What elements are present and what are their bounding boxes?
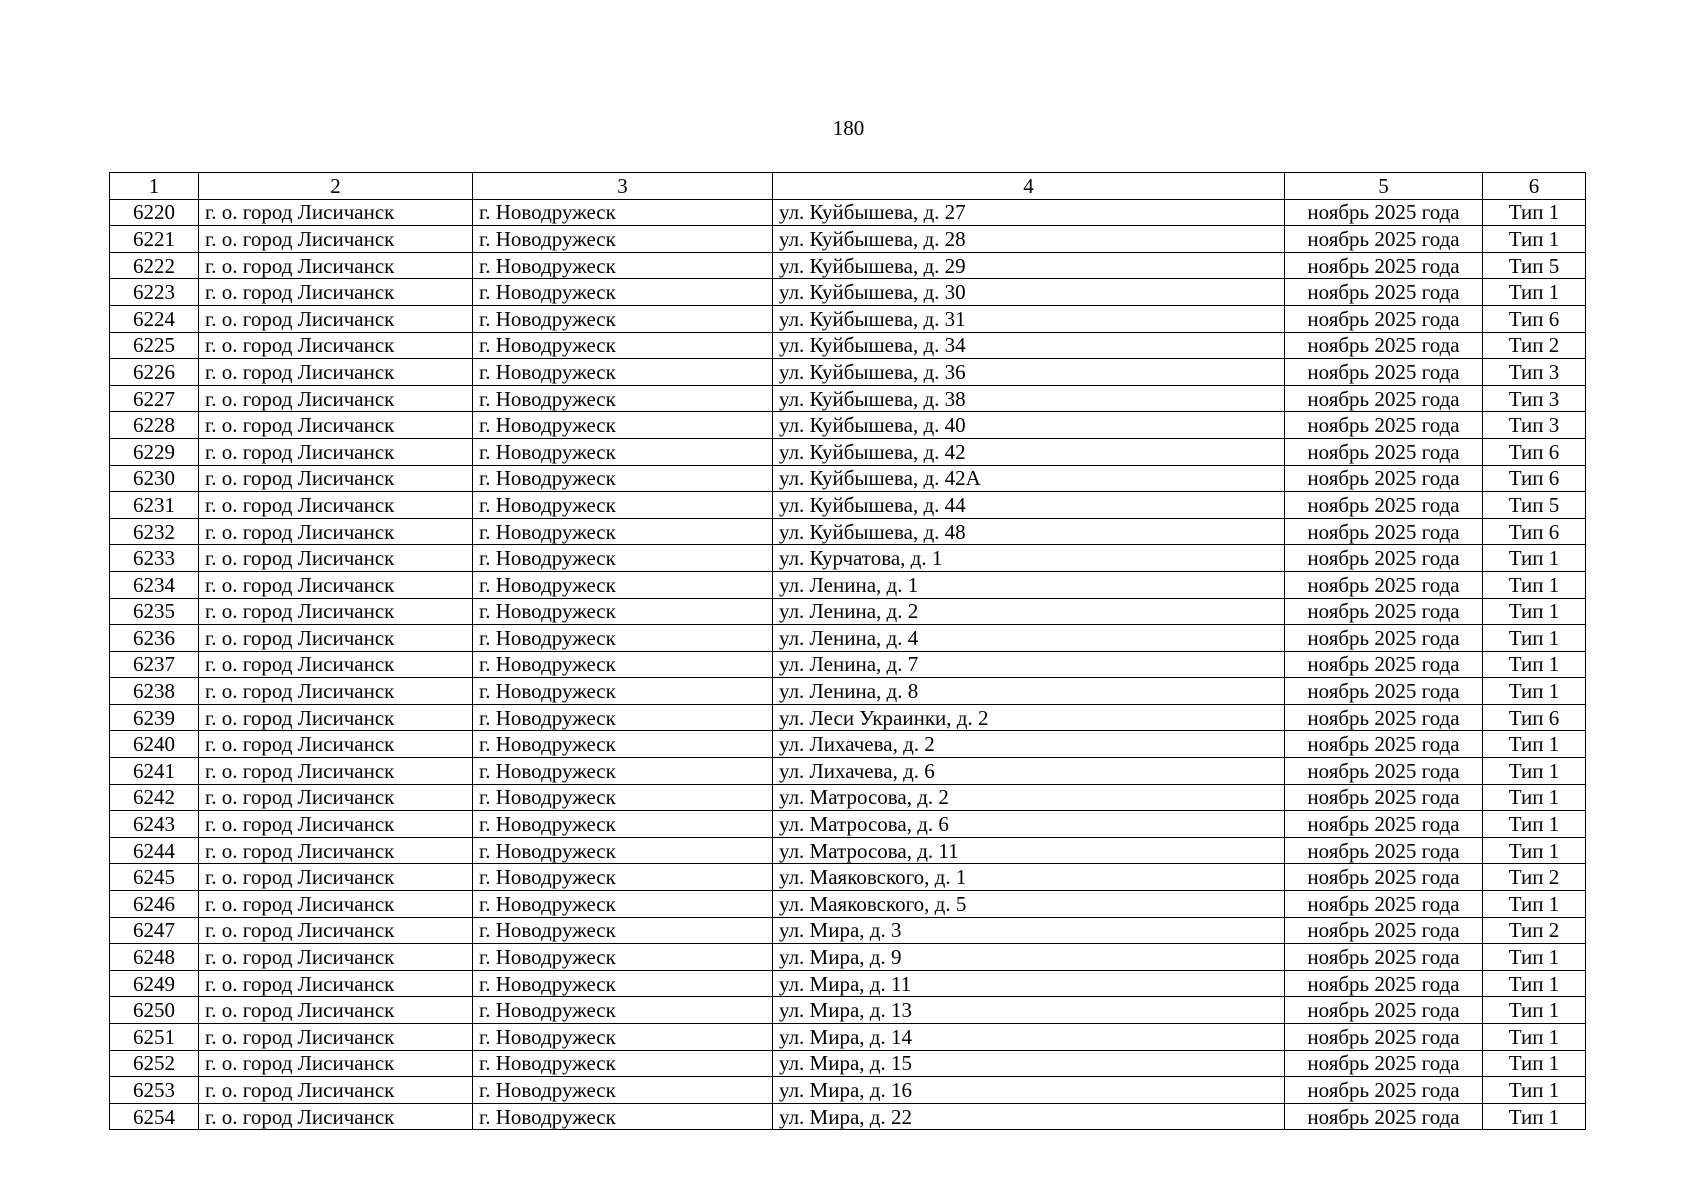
table-row — [110, 1103, 1586, 1130]
cell-city: г. Новодружеск — [473, 944, 773, 971]
cell-row-number: 6231 — [110, 492, 199, 519]
cell-deadline: ноябрь 2025 года — [1285, 545, 1483, 572]
table-row — [110, 678, 1586, 705]
cell-type: Тип 3 — [1483, 359, 1586, 386]
cell-address: ул. Ленина, д. 8 — [773, 678, 1285, 705]
cell-address: ул. Курчатова, д. 1 — [773, 545, 1285, 572]
cell-address: ул. Куйбышева, д. 27 — [773, 199, 1285, 226]
cell-address: ул. Леси Украинки, д. 2 — [773, 704, 1285, 731]
table-row — [110, 438, 1586, 465]
cell-type: Тип 1 — [1483, 625, 1586, 652]
cell-city: г. Новодружеск — [473, 571, 773, 598]
cell-type: Тип 1 — [1483, 891, 1586, 918]
cell-deadline: ноябрь 2025 года — [1285, 279, 1483, 306]
cell-city: г. Новодружеск — [473, 545, 773, 572]
cell-type: Тип 6 — [1483, 438, 1586, 465]
cell-deadline: ноябрь 2025 года — [1285, 359, 1483, 386]
cell-row-number: 6253 — [110, 1077, 199, 1104]
cell-district: г. о. город Лисичанск — [199, 412, 473, 439]
cell-type: Тип 6 — [1483, 518, 1586, 545]
cell-address: ул. Куйбышева, д. 31 — [773, 305, 1285, 332]
cell-district: г. о. город Лисичанск — [199, 997, 473, 1024]
cell-deadline: ноябрь 2025 года — [1285, 305, 1483, 332]
cell-city: г. Новодружеск — [473, 412, 773, 439]
cell-city: г. Новодружеск — [473, 598, 773, 625]
cell-city: г. Новодружеск — [473, 518, 773, 545]
cell-type: Тип 1 — [1483, 545, 1586, 572]
cell-type: Тип 6 — [1483, 305, 1586, 332]
table-row — [110, 970, 1586, 997]
table-row — [110, 332, 1586, 359]
cell-row-number: 6248 — [110, 944, 199, 971]
cell-district: г. о. город Лисичанск — [199, 226, 473, 253]
cell-row-number: 6246 — [110, 891, 199, 918]
table-row — [110, 704, 1586, 731]
cell-deadline: ноябрь 2025 года — [1285, 970, 1483, 997]
table-row — [110, 518, 1586, 545]
table-row — [110, 1077, 1586, 1104]
cell-address: ул. Ленина, д. 2 — [773, 598, 1285, 625]
cell-type: Тип 6 — [1483, 704, 1586, 731]
cell-type: Тип 1 — [1483, 226, 1586, 253]
cell-deadline: ноябрь 2025 года — [1285, 651, 1483, 678]
table-row — [110, 359, 1586, 386]
table-row — [110, 545, 1586, 572]
cell-row-number: 6226 — [110, 359, 199, 386]
cell-row-number: 6249 — [110, 970, 199, 997]
cell-type: Тип 1 — [1483, 279, 1586, 306]
table-row — [110, 811, 1586, 838]
cell-row-number: 6228 — [110, 412, 199, 439]
cell-row-number: 6221 — [110, 226, 199, 253]
cell-city: г. Новодружеск — [473, 492, 773, 519]
table-row — [110, 252, 1586, 279]
cell-address: ул. Матросова, д. 2 — [773, 784, 1285, 811]
cell-address: ул. Ленина, д. 1 — [773, 571, 1285, 598]
cell-type: Тип 1 — [1483, 837, 1586, 864]
cell-row-number: 6237 — [110, 651, 199, 678]
cell-type: Тип 1 — [1483, 678, 1586, 705]
cell-district: г. о. город Лисичанск — [199, 1103, 473, 1130]
cell-type: Тип 2 — [1483, 864, 1586, 891]
cell-type: Тип 1 — [1483, 944, 1586, 971]
cell-address: ул. Куйбышева, д. 44 — [773, 492, 1285, 519]
cell-address: ул. Маяковского, д. 5 — [773, 891, 1285, 918]
cell-deadline: ноябрь 2025 года — [1285, 944, 1483, 971]
cell-city: г. Новодружеск — [473, 704, 773, 731]
cell-deadline: ноябрь 2025 года — [1285, 226, 1483, 253]
cell-address: ул. Мира, д. 16 — [773, 1077, 1285, 1104]
cell-type: Тип 1 — [1483, 1050, 1586, 1077]
cell-address: ул. Куйбышева, д. 34 — [773, 332, 1285, 359]
cell-type: Тип 5 — [1483, 252, 1586, 279]
cell-city: г. Новодружеск — [473, 252, 773, 279]
cell-row-number: 6243 — [110, 811, 199, 838]
table-row — [110, 944, 1586, 971]
cell-deadline: ноябрь 2025 года — [1285, 811, 1483, 838]
cell-row-number: 6254 — [110, 1103, 199, 1130]
table-row — [110, 465, 1586, 492]
table-row — [110, 385, 1586, 412]
cell-deadline: ноябрь 2025 года — [1285, 492, 1483, 519]
cell-deadline: ноябрь 2025 года — [1285, 571, 1483, 598]
cell-district: г. о. город Лисичанск — [199, 465, 473, 492]
table-row — [110, 997, 1586, 1024]
cell-city: г. Новодружеск — [473, 758, 773, 785]
cell-address: ул. Мира, д. 15 — [773, 1050, 1285, 1077]
table-row — [110, 598, 1586, 625]
table-row — [110, 279, 1586, 306]
cell-address: ул. Куйбышева, д. 40 — [773, 412, 1285, 439]
table-row — [110, 651, 1586, 678]
table-row — [110, 917, 1586, 944]
cell-city: г. Новодружеск — [473, 837, 773, 864]
cell-row-number: 6230 — [110, 465, 199, 492]
cell-row-number: 6220 — [110, 199, 199, 226]
column-header-3: 3 — [473, 173, 773, 200]
cell-type: Тип 1 — [1483, 1024, 1586, 1051]
cell-address: ул. Мира, д. 22 — [773, 1103, 1285, 1130]
cell-address: ул. Лихачева, д. 6 — [773, 758, 1285, 785]
cell-district: г. о. город Лисичанск — [199, 917, 473, 944]
cell-city: г. Новодружеск — [473, 678, 773, 705]
cell-type: Тип 1 — [1483, 970, 1586, 997]
cell-row-number: 6251 — [110, 1024, 199, 1051]
cell-row-number: 6240 — [110, 731, 199, 758]
table-row — [110, 731, 1586, 758]
cell-district: г. о. город Лисичанск — [199, 492, 473, 519]
cell-address: ул. Куйбышева, д. 29 — [773, 252, 1285, 279]
cell-row-number: 6225 — [110, 332, 199, 359]
cell-deadline: ноябрь 2025 года — [1285, 199, 1483, 226]
table-row — [110, 1050, 1586, 1077]
cell-city: г. Новодружеск — [473, 199, 773, 226]
cell-address: ул. Куйбышева, д. 42А — [773, 465, 1285, 492]
cell-address: ул. Матросова, д. 6 — [773, 811, 1285, 838]
cell-city: г. Новодружеск — [473, 465, 773, 492]
cell-city: г. Новодружеск — [473, 651, 773, 678]
cell-address: ул. Мира, д. 11 — [773, 970, 1285, 997]
table-row — [110, 784, 1586, 811]
cell-type: Тип 1 — [1483, 784, 1586, 811]
cell-deadline: ноябрь 2025 года — [1285, 412, 1483, 439]
cell-deadline: ноябрь 2025 года — [1285, 1024, 1483, 1051]
cell-city: г. Новодружеск — [473, 784, 773, 811]
cell-deadline: ноябрь 2025 года — [1285, 625, 1483, 652]
cell-district: г. о. город Лисичанск — [199, 891, 473, 918]
cell-address: ул. Куйбышева, д. 28 — [773, 226, 1285, 253]
cell-type: Тип 2 — [1483, 917, 1586, 944]
cell-address: ул. Мира, д. 14 — [773, 1024, 1285, 1051]
cell-type: Тип 3 — [1483, 385, 1586, 412]
cell-district: г. о. город Лисичанск — [199, 1077, 473, 1104]
cell-deadline: ноябрь 2025 года — [1285, 678, 1483, 705]
cell-row-number: 6229 — [110, 438, 199, 465]
cell-address: ул. Мира, д. 13 — [773, 997, 1285, 1024]
table-row — [110, 571, 1586, 598]
cell-city: г. Новодружеск — [473, 997, 773, 1024]
cell-deadline: ноябрь 2025 года — [1285, 784, 1483, 811]
cell-type: Тип 1 — [1483, 731, 1586, 758]
cell-address: ул. Куйбышева, д. 36 — [773, 359, 1285, 386]
cell-address: ул. Куйбышева, д. 48 — [773, 518, 1285, 545]
cell-deadline: ноябрь 2025 года — [1285, 997, 1483, 1024]
cell-type: Тип 5 — [1483, 492, 1586, 519]
cell-district: г. о. город Лисичанск — [199, 944, 473, 971]
cell-city: г. Новодружеск — [473, 226, 773, 253]
cell-city: г. Новодружеск — [473, 731, 773, 758]
register-table — [109, 172, 1586, 1130]
table-row — [110, 758, 1586, 785]
cell-district: г. о. город Лисичанск — [199, 598, 473, 625]
cell-row-number: 6252 — [110, 1050, 199, 1077]
cell-type: Тип 1 — [1483, 571, 1586, 598]
cell-deadline: ноябрь 2025 года — [1285, 598, 1483, 625]
cell-type: Тип 1 — [1483, 811, 1586, 838]
cell-type: Тип 1 — [1483, 997, 1586, 1024]
cell-district: г. о. город Лисичанск — [199, 359, 473, 386]
cell-address: ул. Мира, д. 3 — [773, 917, 1285, 944]
cell-district: г. о. город Лисичанск — [199, 385, 473, 412]
cell-row-number: 6244 — [110, 837, 199, 864]
cell-deadline: ноябрь 2025 года — [1285, 332, 1483, 359]
table-row — [110, 412, 1586, 439]
cell-row-number: 6245 — [110, 864, 199, 891]
table-row — [110, 305, 1586, 332]
cell-deadline: ноябрь 2025 года — [1285, 731, 1483, 758]
cell-district: г. о. город Лисичанск — [199, 811, 473, 838]
cell-type: Тип 1 — [1483, 598, 1586, 625]
cell-type: Тип 6 — [1483, 465, 1586, 492]
cell-city: г. Новодружеск — [473, 438, 773, 465]
cell-deadline: ноябрь 2025 года — [1285, 438, 1483, 465]
cell-row-number: 6238 — [110, 678, 199, 705]
cell-deadline: ноябрь 2025 года — [1285, 252, 1483, 279]
cell-row-number: 6232 — [110, 518, 199, 545]
cell-address: ул. Маяковского, д. 1 — [773, 864, 1285, 891]
cell-district: г. о. город Лисичанск — [199, 837, 473, 864]
cell-row-number: 6233 — [110, 545, 199, 572]
cell-deadline: ноябрь 2025 года — [1285, 1077, 1483, 1104]
cell-city: г. Новодружеск — [473, 1050, 773, 1077]
cell-district: г. о. город Лисичанск — [199, 1050, 473, 1077]
cell-city: г. Новодружеск — [473, 864, 773, 891]
table-row — [110, 864, 1586, 891]
cell-address: ул. Ленина, д. 4 — [773, 625, 1285, 652]
cell-district: г. о. город Лисичанск — [199, 704, 473, 731]
table-row — [110, 891, 1586, 918]
cell-district: г. о. город Лисичанск — [199, 678, 473, 705]
cell-district: г. о. город Лисичанск — [199, 199, 473, 226]
cell-deadline: ноябрь 2025 года — [1285, 864, 1483, 891]
cell-row-number: 6234 — [110, 571, 199, 598]
cell-district: г. о. город Лисичанск — [199, 518, 473, 545]
cell-district: г. о. город Лисичанск — [199, 784, 473, 811]
cell-city: г. Новодружеск — [473, 1077, 773, 1104]
cell-address: ул. Куйбышева, д. 42 — [773, 438, 1285, 465]
cell-deadline: ноябрь 2025 года — [1285, 704, 1483, 731]
cell-city: г. Новодружеск — [473, 811, 773, 838]
cell-district: г. о. город Лисичанск — [199, 625, 473, 652]
column-header-4: 4 — [773, 173, 1285, 200]
cell-district: г. о. город Лисичанск — [199, 438, 473, 465]
cell-district: г. о. город Лисичанск — [199, 279, 473, 306]
cell-deadline: ноябрь 2025 года — [1285, 1103, 1483, 1130]
cell-district: г. о. город Лисичанск — [199, 571, 473, 598]
cell-type: Тип 3 — [1483, 412, 1586, 439]
cell-row-number: 6235 — [110, 598, 199, 625]
cell-district: г. о. город Лисичанск — [199, 545, 473, 572]
cell-address: ул. Куйбышева, д. 30 — [773, 279, 1285, 306]
cell-city: г. Новодружеск — [473, 305, 773, 332]
cell-city: г. Новодружеск — [473, 970, 773, 997]
cell-city: г. Новодружеск — [473, 359, 773, 386]
page-number: 180 — [832, 116, 865, 140]
column-header-2: 2 — [199, 173, 473, 200]
cell-row-number: 6227 — [110, 385, 199, 412]
cell-deadline: ноябрь 2025 года — [1285, 518, 1483, 545]
table-body — [110, 199, 1586, 1130]
table-header-row — [110, 173, 1586, 200]
cell-row-number: 6223 — [110, 279, 199, 306]
table-row — [110, 1024, 1586, 1051]
cell-district: г. о. город Лисичанск — [199, 864, 473, 891]
cell-type: Тип 1 — [1483, 1103, 1586, 1130]
cell-row-number: 6236 — [110, 625, 199, 652]
cell-district: г. о. город Лисичанск — [199, 305, 473, 332]
cell-district: г. о. город Лисичанск — [199, 252, 473, 279]
cell-type: Тип 1 — [1483, 199, 1586, 226]
table-row — [110, 199, 1586, 226]
column-header-5: 5 — [1285, 173, 1483, 200]
cell-deadline: ноябрь 2025 года — [1285, 465, 1483, 492]
cell-district: г. о. город Лисичанск — [199, 758, 473, 785]
table-row — [110, 625, 1586, 652]
cell-address: ул. Матросова, д. 11 — [773, 837, 1285, 864]
column-header-6: 6 — [1483, 173, 1586, 200]
cell-city: г. Новодружеск — [473, 279, 773, 306]
cell-city: г. Новодружеск — [473, 917, 773, 944]
cell-type: Тип 1 — [1483, 651, 1586, 678]
cell-deadline: ноябрь 2025 года — [1285, 837, 1483, 864]
cell-row-number: 6241 — [110, 758, 199, 785]
table-row — [110, 837, 1586, 864]
cell-row-number: 6224 — [110, 305, 199, 332]
cell-district: г. о. город Лисичанск — [199, 651, 473, 678]
cell-district: г. о. город Лисичанск — [199, 970, 473, 997]
cell-type: Тип 1 — [1483, 1077, 1586, 1104]
table-row — [110, 492, 1586, 519]
cell-deadline: ноябрь 2025 года — [1285, 917, 1483, 944]
cell-city: г. Новодружеск — [473, 332, 773, 359]
table-row — [110, 226, 1586, 253]
cell-row-number: 6239 — [110, 704, 199, 731]
cell-address: ул. Мира, д. 9 — [773, 944, 1285, 971]
cell-type: Тип 1 — [1483, 758, 1586, 785]
cell-address: ул. Ленина, д. 7 — [773, 651, 1285, 678]
column-header-1: 1 — [110, 173, 199, 200]
cell-deadline: ноябрь 2025 года — [1285, 891, 1483, 918]
cell-city: г. Новодружеск — [473, 1103, 773, 1130]
cell-city: г. Новодружеск — [473, 385, 773, 412]
cell-deadline: ноябрь 2025 года — [1285, 385, 1483, 412]
cell-row-number: 6247 — [110, 917, 199, 944]
cell-address: ул. Лихачева, д. 2 — [773, 731, 1285, 758]
cell-row-number: 6250 — [110, 997, 199, 1024]
cell-district: г. о. город Лисичанск — [199, 332, 473, 359]
cell-row-number: 6242 — [110, 784, 199, 811]
cell-district: г. о. город Лисичанск — [199, 731, 473, 758]
cell-city: г. Новодружеск — [473, 1024, 773, 1051]
cell-deadline: ноябрь 2025 года — [1285, 1050, 1483, 1077]
cell-city: г. Новодружеск — [473, 625, 773, 652]
cell-district: г. о. город Лисичанск — [199, 1024, 473, 1051]
cell-type: Тип 2 — [1483, 332, 1586, 359]
cell-row-number: 6222 — [110, 252, 199, 279]
cell-city: г. Новодружеск — [473, 891, 773, 918]
cell-deadline: ноябрь 2025 года — [1285, 758, 1483, 785]
cell-address: ул. Куйбышева, д. 38 — [773, 385, 1285, 412]
